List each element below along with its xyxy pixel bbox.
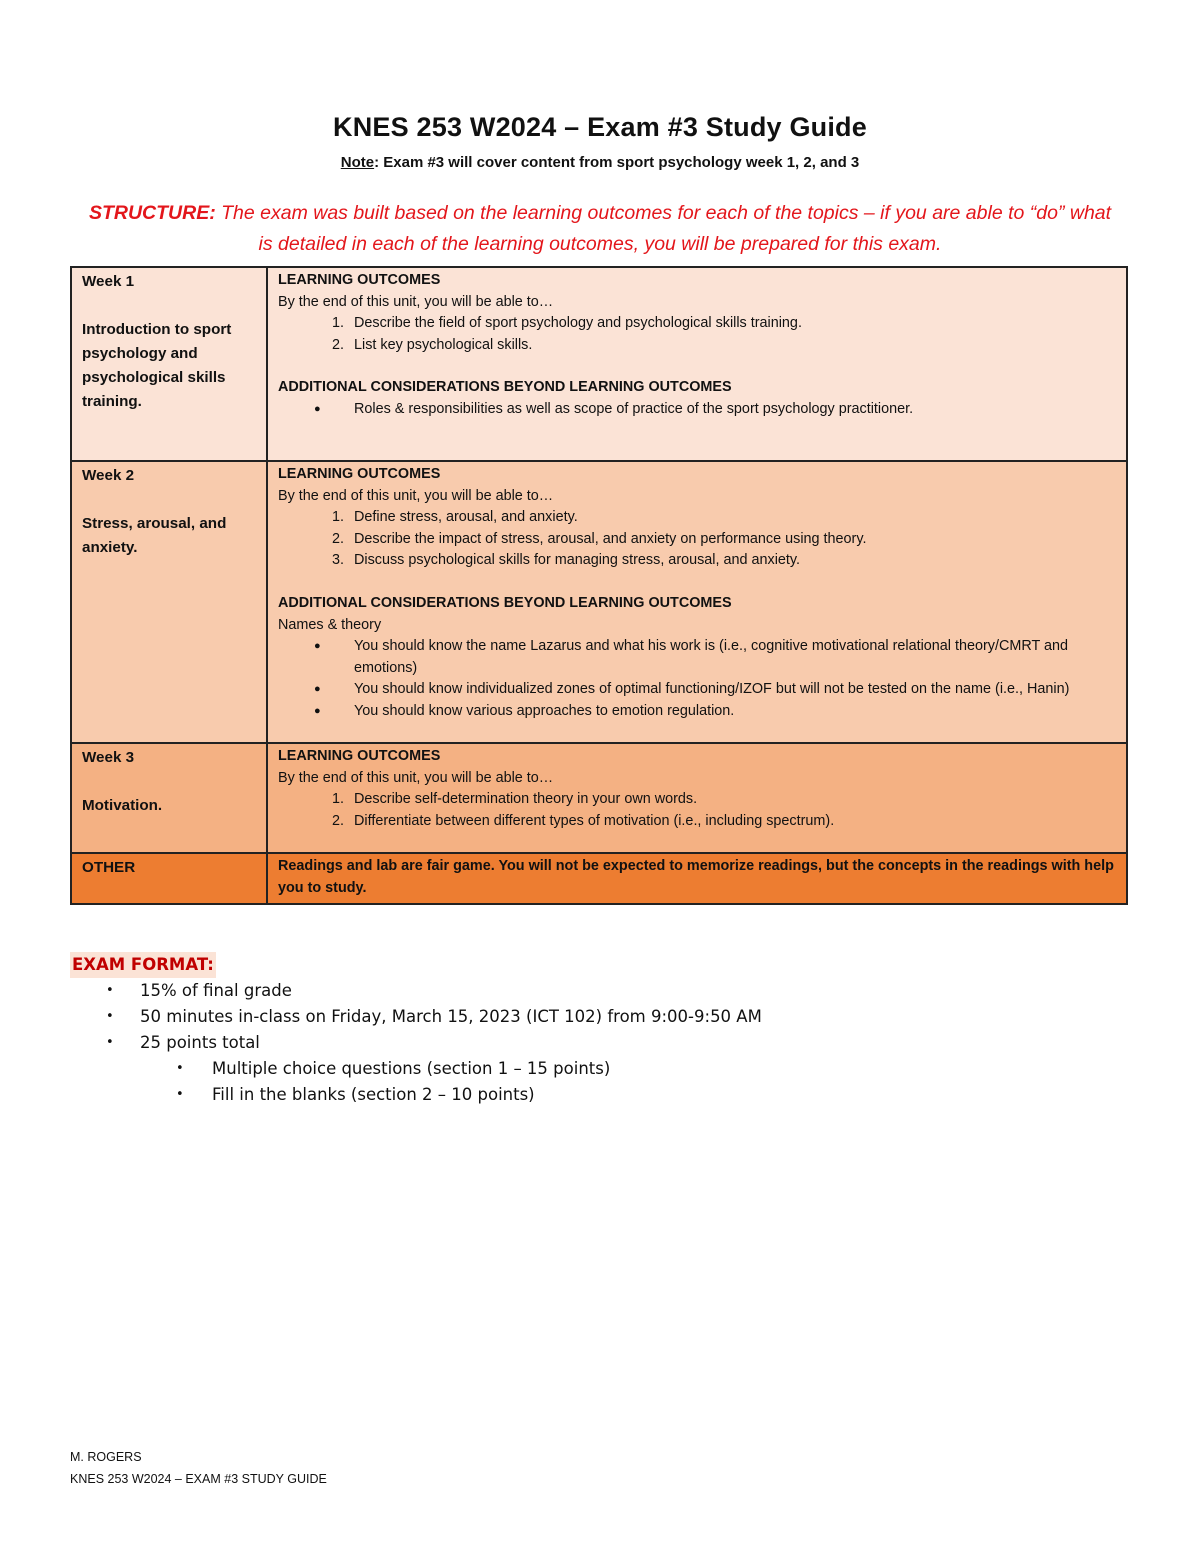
week-label: Week 1 [82, 273, 135, 290]
structure-label: STRUCTURE: [88, 202, 216, 224]
note-label: Note [340, 154, 375, 171]
table-row-week-3 [71, 743, 1127, 853]
considerations-list [278, 636, 1118, 722]
consideration-text: You should know various approaches to emotion regulation. [354, 702, 735, 719]
bullet-icon: • [106, 983, 114, 998]
bullet-icon: • [106, 1009, 114, 1024]
bullet-icon: ● [314, 683, 321, 696]
list-item [70, 1082, 762, 1108]
week-label: Week 3 [82, 749, 135, 766]
list-item [314, 701, 1118, 723]
week-topic: Introduction to sport psychology and psychological skills training. [82, 321, 232, 410]
consideration-text: You should know the name Lazarus and what his work is (i.e., cognitive motivational relational theory/CMRT and emotions) [354, 638, 1069, 676]
list-item [314, 399, 1118, 421]
list-item: 3. Discuss psychological skills for managing stress, arousal, and anxiety. [348, 550, 1118, 572]
list-item [70, 1030, 762, 1056]
exam-format-section [70, 952, 762, 1108]
learning-outcomes-list [278, 789, 1118, 832]
learning-outcomes-list [278, 313, 1118, 356]
exam-format-heading: EXAM FORMAT: [70, 952, 216, 978]
bullet-icon: ● [314, 704, 321, 717]
list-item: 2. Differentiate between different types of motivation (i.e., including spectrum). [348, 811, 1118, 833]
outcomes-cell [267, 267, 1127, 461]
list-item [70, 978, 762, 1004]
considerations-list [278, 399, 1118, 421]
outcomes-cell [267, 461, 1127, 743]
table-row-other [71, 853, 1127, 904]
table-row-week-2 [71, 461, 1127, 743]
bullet-icon: • [106, 1035, 114, 1050]
structure-text: The exam was built based on the learning outcomes for each of the topics – if you are able to “do” what is detailed in each of the learning outcomes, you will be prepared for this exam. [215, 202, 1112, 255]
other-label-cell [71, 853, 267, 904]
learning-outcomes-heading: LEARNING OUTCOMES [278, 272, 441, 288]
study-guide-table [70, 266, 1128, 905]
other-text-cell [267, 853, 1127, 904]
structure-statement [80, 198, 1120, 260]
list-item: 1. Define stress, arousal, and anxiety. [348, 507, 1118, 529]
list-item [70, 1004, 762, 1030]
bullet-icon: ● [314, 640, 321, 653]
list-item [314, 679, 1118, 701]
list-item: 1. Describe self-determination theory in your own words. [348, 789, 1118, 811]
bullet-icon: • [176, 1087, 184, 1102]
format-item-text: 25 points total [140, 1033, 260, 1052]
week-label: Week 2 [82, 467, 135, 484]
additional-considerations-heading: ADDITIONAL CONSIDERATIONS BEYOND LEARNING OUTCOMES [278, 379, 732, 396]
learning-outcomes-intro: By the end of this unit, you will be able to… [278, 293, 554, 310]
table-row-week-1 [71, 267, 1127, 461]
format-item-text: 50 minutes in-class on Friday, March 15, 2023 (ICT 102) from 9:00-9:50 AM [140, 1007, 762, 1026]
other-text: Readings and lab are fair game. You will not be expected to memorize readings, but the concepts in the readings with help you to study. [278, 858, 1114, 896]
footer-doc-title: KNES 253 W2024 – EXAM #3 STUDY GUIDE [70, 1472, 327, 1486]
footer-author: M. ROGERS [70, 1450, 142, 1464]
list-item [314, 636, 1118, 679]
page-footer [70, 1446, 327, 1490]
consideration-text: You should know individualized zones of optimal functioning/IZOF but will not be tested on the name (i.e., Hanin) [354, 681, 1070, 698]
learning-outcomes-intro: By the end of this unit, you will be able to… [278, 487, 554, 504]
considerations-intro: Names & theory [278, 616, 382, 633]
other-label: OTHER [82, 859, 136, 876]
bullet-icon: ● [314, 402, 321, 415]
document-title: KNES 253 W2024 – Exam #3 Study Guide [333, 112, 867, 142]
learning-outcomes-heading: LEARNING OUTCOMES [278, 748, 441, 764]
note-line [0, 154, 1200, 171]
week-cell [71, 267, 267, 461]
week-topic: Stress, arousal, and anxiety. [82, 515, 227, 556]
consideration-text: Roles & responsibilities as well as scope of practice of the sport psychology practitioner. [354, 400, 914, 417]
week-cell [71, 461, 267, 743]
list-item: 2. List key psychological skills. [348, 335, 1118, 357]
week-cell [71, 743, 267, 853]
list-item: 1. Describe the field of sport psychology and psychological skills training. [348, 313, 1118, 335]
additional-considerations-heading: ADDITIONAL CONSIDERATIONS BEYOND LEARNING OUTCOMES [278, 594, 732, 611]
learning-outcomes-list [278, 507, 1118, 572]
exam-format-list [70, 978, 762, 1108]
list-item [70, 1056, 762, 1082]
format-subitem-text: Fill in the blanks (section 2 – 10 points) [212, 1085, 535, 1104]
outcomes-cell [267, 743, 1127, 853]
format-subitem-text: Multiple choice questions (section 1 – 15 points) [212, 1059, 611, 1078]
learning-outcomes-heading: LEARNING OUTCOMES [278, 466, 441, 482]
list-item: 2. Describe the impact of stress, arousal, and anxiety on performance using theory. [348, 529, 1118, 551]
format-item-text: 15% of final grade [140, 981, 292, 1000]
week-topic: Motivation. [82, 797, 163, 814]
note-text: : Exam #3 will cover content from sport psychology week 1, 2, and 3 [374, 154, 860, 171]
learning-outcomes-intro: By the end of this unit, you will be able to… [278, 769, 554, 786]
bullet-icon: • [176, 1061, 184, 1076]
